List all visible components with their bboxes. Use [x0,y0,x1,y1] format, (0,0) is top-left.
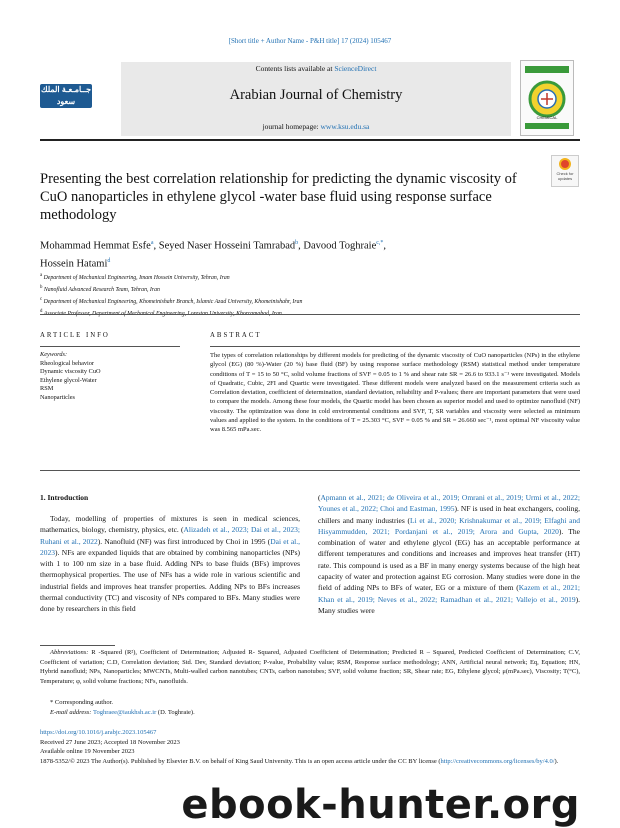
footnote-rule [40,645,115,646]
crossmark-icon [559,158,571,170]
author-list: Mohammad Hemmat Esfe$^a$, Seyed Naser Hosseini Tamrabad$^b$, Davood Toghraie$^{c,*}$, Hossein Hatami$^d$ [40,240,387,269]
abstract-heading: ABSTRACT [210,332,262,339]
journal-title: Arabian Journal of Chemistry [229,87,403,103]
citation-link[interactable]: Kazem et al., 2021; Khan et al., 2019; Neves et al., 2022; Ramadhan et al., 2021; Vallejo et al., 2019 [318,583,580,604]
available-date: Available online 19 November 2023 [40,748,135,756]
keyword-item: Rheological behavior [40,359,95,367]
author-name[interactable]: Hossein Hatami [40,258,108,269]
affiliations [40,271,580,319]
journal-homepage: journal homepage: www.ksu.edu.sa [262,122,370,131]
license-text: 1878-5352/© 2023 The Author(s). Published by Elsevier B.V. on behalf of King Saud University. This is an open access article under the CC BY license (http://creativecommons.org/licenses/by/4.0/). [40,757,559,765]
section-rule [40,314,580,315]
abbreviations-footnote: Abbreviations: R -Squared (R²), Coefficient of Determination; Adjusted R- Squared, Adjusted Coefficient of Determination; Predicted R – Squared, Predicted Coefficient of Determination; C.V, Coefficient of variation; C.D, Correlation deviation; Std. Dev, Standard deviation; P-value, Probability value; RSM, Response surface methodology; ANN, Artificial neural network; Eq, Equation; HN, Hybrid nanofluid; NPs, Nanoparticles; MWCNTs, Multi-walled carbon nanotubes; CNTs, carbon nanotubes; SVF, solid volume fraction; SR, Shear rate; EG, Ethylene glycol; μ(mPa.sec), Viscosity; T(°C), Temperature; φ, solid volume fractions; NFs, nanofluids. [40,649,580,686]
citation-link[interactable]: Li et al., 2020; Krishnakumar et al., 2019; Elfaghi and Hisyammudden, 2021; Pordanjani et al., 2019; Arora and Gupta, 2020 [318,515,581,536]
affiliation-item: $^c$ Department of Mechanical Engineering, Khomeinishahr Branch, Islamic Azad University, Khomeinishahr, Iran [40,296,303,305]
contents-line: Contents lists available at ScienceDirect [255,64,377,73]
citation-link[interactable]: Dai et al., 2023 [40,536,301,557]
keywords-block [40,351,190,403]
doi-link[interactable]: https://doi.org/10.1016/j.arabjc.2023.105467 [40,729,157,736]
intro-right-column: (Apmann et al., 2021; de Oliveira et al., 2019; Omrani et al., 2019; Urmi et al., 2022; Younes et al., 2022; Choi and Eastman, 1995). NF is used in heat exchangers, cooling, chillers and many industries (Li et al., 2020; Krishnakumar et al., 2019; Elfaghi and Hisyammudden, 2021; Pordanjani et al., 2019; Arora and Gupta, 2020). The combination of water and ethylene glycol (EG) has an acceptable performance at different temperatures and conditions and increases and improves heat transfer (HT) rate. This compound is used as a BF in many energy systems because of the high heat capacity of water and protection against EG corrosion. Many studies were done in the field of adding NPs to BFs of water, EG or a mixture of them (Kazem et al., 2021; Khan et al., 2019; Neves et al., 2022; Ramadhan et al., 2021; Vallejo et al., 2019). Many studies were [318,493,581,615]
keyword-item: Nanoparticles [40,393,75,401]
logo-arabic-text: جــامـعـة الملك سعود [40,85,92,106]
article-title: Presenting the best correlation relationship for predicting the dynamic viscosity of CuO nanoparticles in ethylene glycol -water base fluid using response surface methodology [40,171,517,223]
university-logo [40,84,92,113]
abstract-text: The types of correlation relationships by different models for predicting of the dynamic viscosity of CuO nanoparticles (NPs) in the ethylene glycol (EG) (80 %)-Water (20 %) base fluid (BF) by using response surface methodology (RSM) statistical method under temperature conditions of T = 15 to 50 °C, solid volume fractions of SVF = 0.05 to 1 % and shear rate SR = 26.6 to 933.1 s⁻¹ were investigated. Models of Quadratic, Cubic, 2FI and Quartic were investigated. These different models were analyzed based on the measurement criteria such as Correlation deviation, coefficient of determination, standard deviation, reliability and P-values; there are important parameters that were used to compare the models. Among these four models, the Quartic model has been chosen as superior model and used to optimize nanofluid (NF) viscosity. The optimization was done in cold environmental conditions and SVF, T, SR variables and viscosity were selected as minimum values and applied to the system. In the conditions of T = 25.303 °C, SVF = 0.05 % and SR = 26.660 sec⁻¹, most optimal NF viscosity value was 8.565 mPa.sec. [210,352,580,433]
email-link[interactable]: Toghraee@iaukhsh.ac.ir [92,709,157,716]
publication-info [40,728,580,766]
introduction-heading: 1. Introduction [40,493,89,502]
abstract-end-rule [40,470,580,471]
author-name[interactable]: Davood Toghraie [303,240,377,252]
keyword-item: Ethylene glycol-Water [40,376,97,384]
logo-english-text: King Saud University [45,108,87,113]
citation-link[interactable]: Alizadeh et al., 2023; Dai et al., 2023; Ruhani et al., 2022 [40,525,300,546]
keyword-item: RSM [40,385,54,393]
affiliation-item: $^b$ Nanofluid Advanced Research Team, Tehran, Iran [40,284,160,293]
article-info-rule [40,346,180,347]
keywords-label: Keywords: [40,351,68,358]
article-info-heading: ARTICLE INFO [40,332,110,339]
intro-left-column: Today, modelling of properties of mixtures is seen in medical sciences, mathematics, biology, chemistry, physics, etc. (Alizadeh et al., 2023; Dai et al., 2023; Ruhani et al., 2022). Nanofluid (NF) was first introduced by Choi in 1995 (Dai et al., 2023). NFs are expanded liquids that are obtained by combining nanoparticles (NPs) with 1 to 100 nm size in a base fluid. Adding NPs to base fluids (BFs) improves thermophysical properties. The use of NFs has a wide role in various scientific and industrial fields and improves heat transfer properties. Adding NPs to BFs increases thermal conductivity (TC) and viscosity of NPs compared to BFs. Many studies were done by researchers in this field [40,514,301,614]
citation-link[interactable]: Apmann et al., 2021; de Oliveira et al., 2019; Omrani et al., 2019; Urmi et al., 2022; Younes et al., 2022; Choi and Eastman, 1995 [318,493,580,514]
homepage-link[interactable]: www.ksu.edu.sa [320,122,370,131]
watermark: ebook-hunter.org [181,782,580,828]
keyword-item: Dynamic viscosity CuO [40,368,101,376]
affiliation-item: $^d$ Associate Professor, Department of Mechanical Engineering, Lorestan University, Khorramabad, Iran [40,308,282,317]
received-date: Received 27 June 2023; Accepted 18 November 2023 [40,738,180,746]
abstract-rule [210,346,580,347]
header-rule [40,139,580,141]
svg-text:CHEMICAL: CHEMICAL [536,115,558,120]
running-head: [Short title + Author Name - P&H title] 17 (2024) 105467 [228,37,392,45]
sciencedirect-link[interactable]: ScienceDirect [334,64,377,73]
cover-emblem-icon [521,61,573,135]
license-link[interactable]: http://creativecommons.org/licenses/by/4.0/ [440,757,555,765]
journal-cover-icon [520,60,574,136]
author-name[interactable]: Seyed Naser Hosseini Tamrabad [158,240,296,252]
corresponding-author-note: * Corresponding author. E-mail address: Toghraee@iaukhsh.ac.ir (D. Toghraie). [50,699,195,716]
crossmark-badge[interactable]: Check for updates [551,155,579,187]
author-name[interactable]: Mohammad Hemmat Esfe [40,240,151,252]
affiliation-item: $^a$ Department of Mechanical Engineering, Imam Hossein University, Tehran, Iran [40,273,230,281]
